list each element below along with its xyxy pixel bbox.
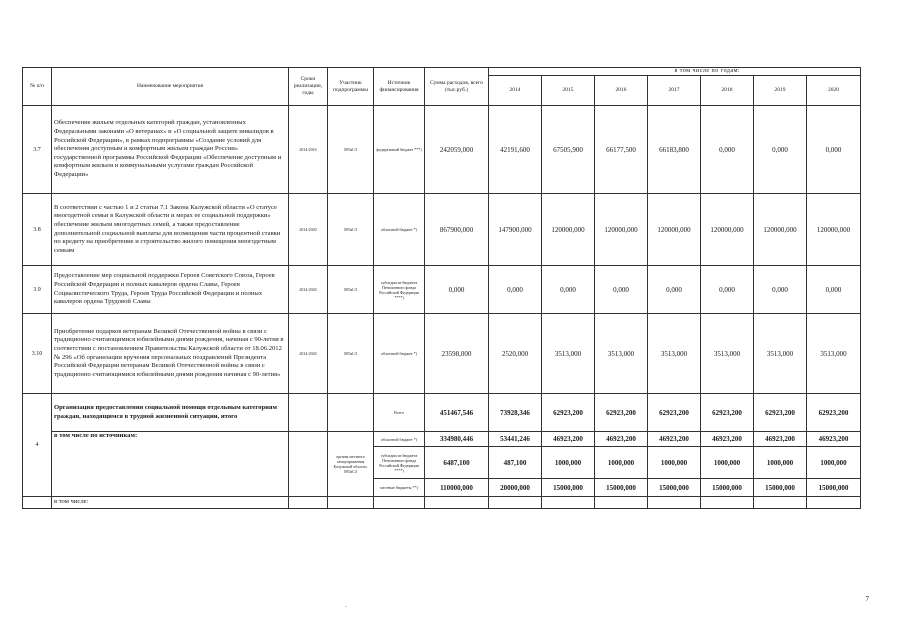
row-source: местные бюджеты **): [374, 479, 425, 497]
row-name: Обеспечение жильем отдельных категорий граждан, установленных Федеральными законами «О ветеранах» и «О социальной защите инвалидов в Российской Федерации», в рамках подпрограммы «Создание условий для обеспечения доступным и комфортным жильем граждан России» государственной программы Российской Федерации «Обеспечение доступным и комфортным жильем и коммунальными услугами граждан Российской Федерации»: [52, 106, 289, 194]
row-year-value: 67505,900: [542, 106, 595, 194]
row-year-value: 0,000: [595, 266, 648, 314]
row-year-value: 46923,200: [648, 432, 701, 447]
row-year-value: 62923,200: [595, 394, 648, 432]
row-year-value: 1000,000: [595, 447, 648, 479]
row-year-value: 120000,000: [542, 194, 595, 266]
table-row: [23, 432, 861, 447]
empty-cell: [754, 497, 807, 509]
row-year-value: 46923,200: [701, 432, 754, 447]
row-source: субсидии из бюджета Пенсионного фонда Российской Федерации ****): [374, 266, 425, 314]
table-row: [23, 314, 861, 394]
row-year-value: 0,000: [701, 106, 754, 194]
row-year-value: 0,000: [807, 106, 861, 194]
table-row: [23, 106, 861, 194]
row-source: субсидии из бюджета Пенсионного фонда Российской Федерации ****): [374, 447, 425, 479]
row-year-value: 120000,000: [701, 194, 754, 266]
row-year-value: 1000,000: [701, 447, 754, 479]
header-year: 2016: [595, 76, 648, 106]
row-number: 4: [23, 394, 52, 497]
empty-cell: [701, 497, 754, 509]
row-year-value: 0,000: [701, 266, 754, 314]
row-number: 3.7: [23, 106, 52, 194]
row-period: 2014-2020: [289, 314, 328, 394]
header-name: Наименование мероприятия: [52, 68, 289, 106]
header-years-group: в том числе по годам:: [489, 68, 861, 76]
row-year-value: 0,000: [754, 266, 807, 314]
row-year-value: 62923,200: [701, 394, 754, 432]
row-year-value: 20000,000: [489, 479, 542, 497]
row-year-value: 0,000: [807, 266, 861, 314]
row-year-value: 0,000: [754, 106, 807, 194]
table-row: [23, 497, 861, 509]
row-year-value: 15000,000: [807, 479, 861, 497]
row-participant: МТиСЗ: [328, 106, 374, 194]
header-year: 2014: [489, 76, 542, 106]
row-year-value: 62923,200: [648, 394, 701, 432]
row-period: 2014-2020: [289, 266, 328, 314]
program-table: [22, 67, 861, 509]
header-num: № п/п: [23, 68, 52, 106]
row-participant: МТиСЗ: [328, 194, 374, 266]
table-row: [23, 394, 861, 432]
row-year-value: 46923,200: [542, 432, 595, 447]
row-source: областной бюджет *): [374, 432, 425, 447]
row-sum: 0,000: [425, 266, 489, 314]
empty-cell: [289, 432, 328, 497]
row-sum: 867900,000: [425, 194, 489, 266]
row-year-value: 62923,200: [542, 394, 595, 432]
empty-cell: [289, 394, 328, 432]
row-sum: 23598,000: [425, 314, 489, 394]
header-period: Сроки реализации, годы: [289, 68, 328, 106]
row-year-value: 120000,000: [595, 194, 648, 266]
block-title: Организация предоставления социальной помощи отдельным категориям граждан, находящимся в трудной жизненной ситуации, итого: [52, 394, 289, 432]
row-year-value: 42191,600: [489, 106, 542, 194]
empty-cell: [289, 497, 328, 509]
row-participant: МТиСЗ: [328, 314, 374, 394]
row-sum: 451467,546: [425, 394, 489, 432]
row-period: 2014-2016: [289, 106, 328, 194]
row-year-value: 15000,000: [701, 479, 754, 497]
row-year-value: 15000,000: [648, 479, 701, 497]
row-year-value: 62923,200: [754, 394, 807, 432]
empty-cell: [807, 497, 861, 509]
row-source: областной бюджет *): [374, 194, 425, 266]
row-year-value: 3513,000: [648, 314, 701, 394]
row-year-value: 3513,000: [754, 314, 807, 394]
row-name: Приобретение подарков ветеранам Великой Отечественной войны в связи с традиционно считающимися юбилейными днями рождения, начиная с 90-летия в соответствии с постановлением Правительства Калужской области от 18.06.2012 № 296 «Об организации вручения персональных поздравлений Президента Российской Федерации ветеранам Великой Отечественной войны в связи с традиционно считающимися юбилейными днями рождения начиная с 90-летия»: [52, 314, 289, 394]
row-year-value: 120000,000: [648, 194, 701, 266]
scan-mark: -: [345, 604, 347, 610]
row-name: Предоставление мер социальной поддержки Героев Советского Союза, Героев Российской Федерации и полных кавалеров ордена Славы, Героев Социалистического Труда, Героев Труда Российской Федерации и полных кавалеров ордена Трудовой Славы: [52, 266, 289, 314]
row-year-value: 46923,200: [754, 432, 807, 447]
row-year-value: 1000,000: [542, 447, 595, 479]
sources-label: в том числе по источникам:: [52, 432, 289, 497]
empty-cell: [23, 497, 52, 509]
row-number: 3.9: [23, 266, 52, 314]
row-year-value: 46923,200: [807, 432, 861, 447]
row-year-value: 15000,000: [754, 479, 807, 497]
row-year-value: 53441,246: [489, 432, 542, 447]
empty-cell: [489, 497, 542, 509]
row-source: областной бюджет *): [374, 314, 425, 394]
row-year-value: 1000,000: [648, 447, 701, 479]
row-participant: органы местного самоуправления Калужской области, МТиСЗ: [328, 432, 374, 497]
row-year-value: 3513,000: [595, 314, 648, 394]
row-year-value: 1000,000: [754, 447, 807, 479]
row-sum: 334980,446: [425, 432, 489, 447]
row-year-value: 73928,346: [489, 394, 542, 432]
row-year-value: 15000,000: [542, 479, 595, 497]
row-year-value: 487,100: [489, 447, 542, 479]
row-year-value: 0,000: [542, 266, 595, 314]
empty-cell: [425, 497, 489, 509]
row-sum: 6487,100: [425, 447, 489, 479]
page-number: 7: [865, 595, 869, 603]
row-number: 3.8: [23, 194, 52, 266]
empty-cell: [374, 497, 425, 509]
row-year-value: 15000,000: [595, 479, 648, 497]
header-year: 2019: [754, 76, 807, 106]
row-source: федеральный бюджет ***): [374, 106, 425, 194]
row-year-value: 120000,000: [754, 194, 807, 266]
row-year-value: 66183,800: [648, 106, 701, 194]
row-year-value: 62923,200: [807, 394, 861, 432]
row-year-value: 0,000: [489, 266, 542, 314]
row-year-value: 66177,500: [595, 106, 648, 194]
row-name: в том числе:: [52, 497, 289, 509]
header-participant: Участник подпрограммы: [328, 68, 374, 106]
row-year-value: 1000,000: [807, 447, 861, 479]
header-year: 2020: [807, 76, 861, 106]
header-source: Источник финансирования: [374, 68, 425, 106]
table-row: [23, 194, 861, 266]
row-participant: МТиСЗ: [328, 266, 374, 314]
row-period: 2014-2020: [289, 194, 328, 266]
row-year-value: 0,000: [648, 266, 701, 314]
header-year: 2017: [648, 76, 701, 106]
empty-cell: [648, 497, 701, 509]
empty-cell: [542, 497, 595, 509]
header-sum: Сумма расходов, всего (тыс.руб.): [425, 68, 489, 106]
row-name: В соответствии с частью 1 и 2 статьи 7.1 Закона Калужской области «О статусе многодетной семьи в Калужской области и мерах ее социальной поддержки» обеспечение жильем многодетных семей, а также предоставление дополнительной социальной выплаты для возмещения части процентной ставки по кредиту на приобретение и строительство жилого помещения многодетным семьям: [52, 194, 289, 266]
row-sum: 110000,000: [425, 479, 489, 497]
row-year-value: 147900,000: [489, 194, 542, 266]
row-year-value: 46923,200: [595, 432, 648, 447]
row-year-value: 2520,000: [489, 314, 542, 394]
table-row: [23, 266, 861, 314]
empty-cell: [595, 497, 648, 509]
row-year-value: 3513,000: [701, 314, 754, 394]
row-year-value: 3513,000: [542, 314, 595, 394]
header-year: 2018: [701, 76, 754, 106]
empty-cell: [328, 394, 374, 432]
row-source: Всего: [374, 394, 425, 432]
row-year-value: 3513,000: [807, 314, 861, 394]
row-year-value: 120000,000: [807, 194, 861, 266]
empty-cell: [328, 497, 374, 509]
row-number: 3.10: [23, 314, 52, 394]
header-year: 2015: [542, 76, 595, 106]
row-sum: 242059,000: [425, 106, 489, 194]
